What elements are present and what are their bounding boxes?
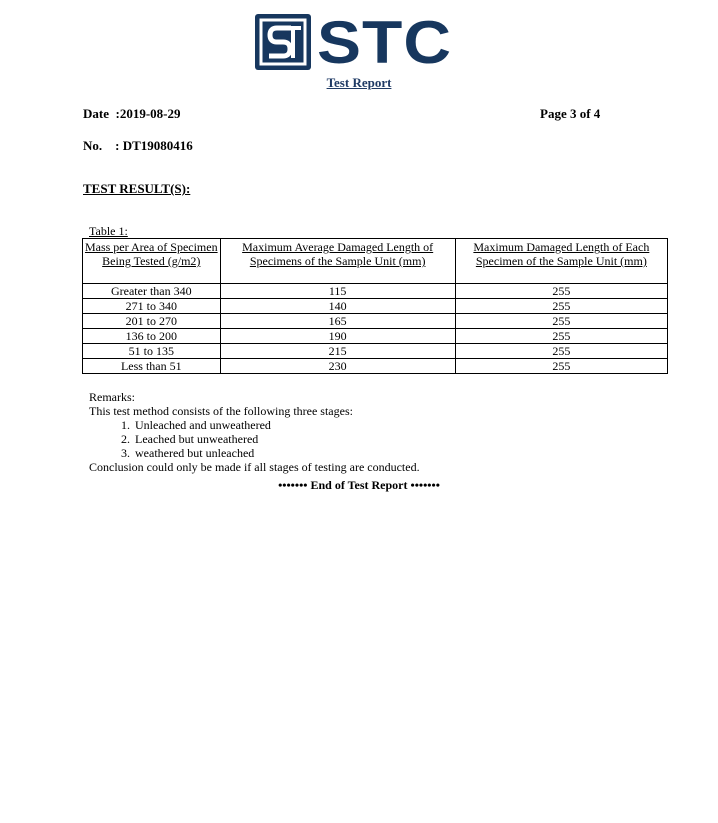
table-caption: Table 1: [89, 224, 128, 238]
end-of-report: ••••••• End of Test Report ••••••• [278, 478, 440, 492]
report-date: Date :2019-08-29 [83, 106, 181, 121]
results-table [82, 238, 668, 374]
remarks-conclusion: Conclusion could only be made if all stages of testing are conducted. [89, 460, 420, 474]
list-item: 1. Unleached and unweathered [133, 418, 420, 432]
page-number: Page 3 of 4 [540, 106, 601, 121]
company-logo [255, 7, 452, 77]
table-row [83, 299, 668, 314]
table-cell: 136 to 200 [83, 329, 221, 344]
table-cell: 255 [455, 314, 667, 329]
table-row [83, 344, 668, 359]
table-row [83, 329, 668, 344]
table-cell: Less than 51 [83, 359, 221, 374]
table-cell: 255 [455, 284, 667, 299]
table-cell: Greater than 340 [83, 284, 221, 299]
logo-wordmark: STC [317, 7, 452, 77]
table-cell: 215 [220, 344, 455, 359]
table-cell: 190 [220, 329, 455, 344]
report-title: Test Report [326, 75, 392, 90]
table-row [83, 359, 668, 374]
table-cell: 140 [220, 299, 455, 314]
table-cell: 255 [455, 329, 667, 344]
section-title: TEST RESULT(S): [83, 181, 191, 196]
table-cell: 165 [220, 314, 455, 329]
table-cell: 255 [455, 359, 667, 374]
column-header-mass: Mass per Area of Specimen Being Tested (g/m2) [83, 239, 221, 284]
table-cell: 255 [455, 299, 667, 314]
table-cell: 201 to 270 [83, 314, 221, 329]
table-cell: 115 [220, 284, 455, 299]
table-cell: 51 to 135 [83, 344, 221, 359]
table-header-row [83, 239, 668, 284]
table-cell: 255 [455, 344, 667, 359]
table-cell: 230 [220, 359, 455, 374]
remarks-intro: This test method consists of the following three stages: [89, 404, 353, 418]
list-item: 3. weathered but unleached [133, 446, 420, 460]
remarks-heading: Remarks: [89, 390, 135, 404]
table-cell: 271 to 340 [83, 299, 221, 314]
list-item: 2. Leached but unweathered [133, 432, 420, 446]
table-row [83, 284, 668, 299]
remarks-section [89, 390, 420, 474]
stc-monogram-icon [255, 14, 311, 70]
table-row [83, 314, 668, 329]
report-number: No. : DT19080416 [83, 138, 193, 153]
column-header-average-length: Maximum Average Damaged Length of Specimens of the Sample Unit (mm) [220, 239, 455, 284]
stages-list [89, 418, 420, 460]
column-header-max-length: Maximum Damaged Length of Each Specimen of the Sample Unit (mm) [455, 239, 667, 284]
